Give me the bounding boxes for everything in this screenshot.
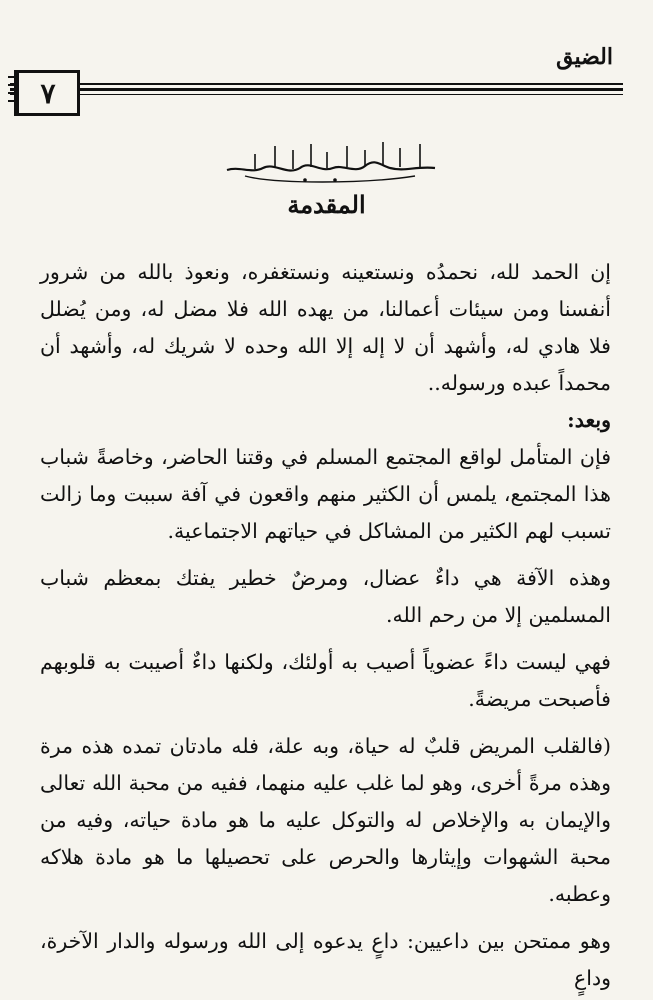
paragraph-lead: وبعد:: [567, 408, 611, 432]
header-rule: [10, 94, 623, 95]
running-title: الضيق: [556, 44, 613, 70]
section-title: المقدمة: [287, 190, 366, 219]
paragraph: وهذه الآفة هي داءٌ عضال، ومرضٌ خطير يفتك بمعظم شباب المسلمين إلا من رحم الله.: [40, 566, 611, 627]
header-rule: [10, 83, 623, 85]
paragraph: إن الحمد لله، نحمدُه ونستعينه ونستغفره، ونعوذ بالله من شرور أنفسنا ومن سيئات أعمالنا، من يهده الله فلا مضل له، ومن يُضلل فلا هادي له، وأشهد أن لا إله إلا الله وحده لا شريك له، وأشهد أن محمداً عبده ورسوله..: [40, 260, 611, 395]
paragraph: فهي ليست داءً عضوياً أصيب به أولئك، ولكنها داءٌ أصيبت به قلوبهم فأصبحت مريضةً.: [40, 650, 611, 711]
header-rule: [10, 88, 623, 91]
basmala-calligraphy: [215, 138, 445, 188]
body-text: [40, 254, 611, 997]
page-number: ٧: [14, 70, 80, 116]
paragraph: (فالقلب المريض قلبٌ له حياة، وبه علة، فله مادتان تمده هذه مرة وهذه مرةً أخرى، وهو لما غلب عليه منهما، ففيه من محبة الله تعالى والإيمان به والإخلاص له والتوكل عليه ما هو مادة حياته، وفيه من محبة الشهوات وإيثارها والحرص على تحصيلها ما هو مادة هلاكه وعطبه.: [40, 734, 611, 906]
paragraph: فإن المتأمل لواقع المجتمع المسلم في وقتنا الحاضر، وخاصةً شباب هذا المجتمع، يلمس أن الكثير منهم واقعون في آفة سببت وما زالت تسبب لهم الكثير من المشاكل في حياتهم الاجتماعية.: [40, 445, 611, 543]
paragraph: وهو ممتحن بين داعيين: داعٍ يدعوه إلى الله ورسوله والدار الآخرة، وداعٍ: [40, 929, 611, 990]
